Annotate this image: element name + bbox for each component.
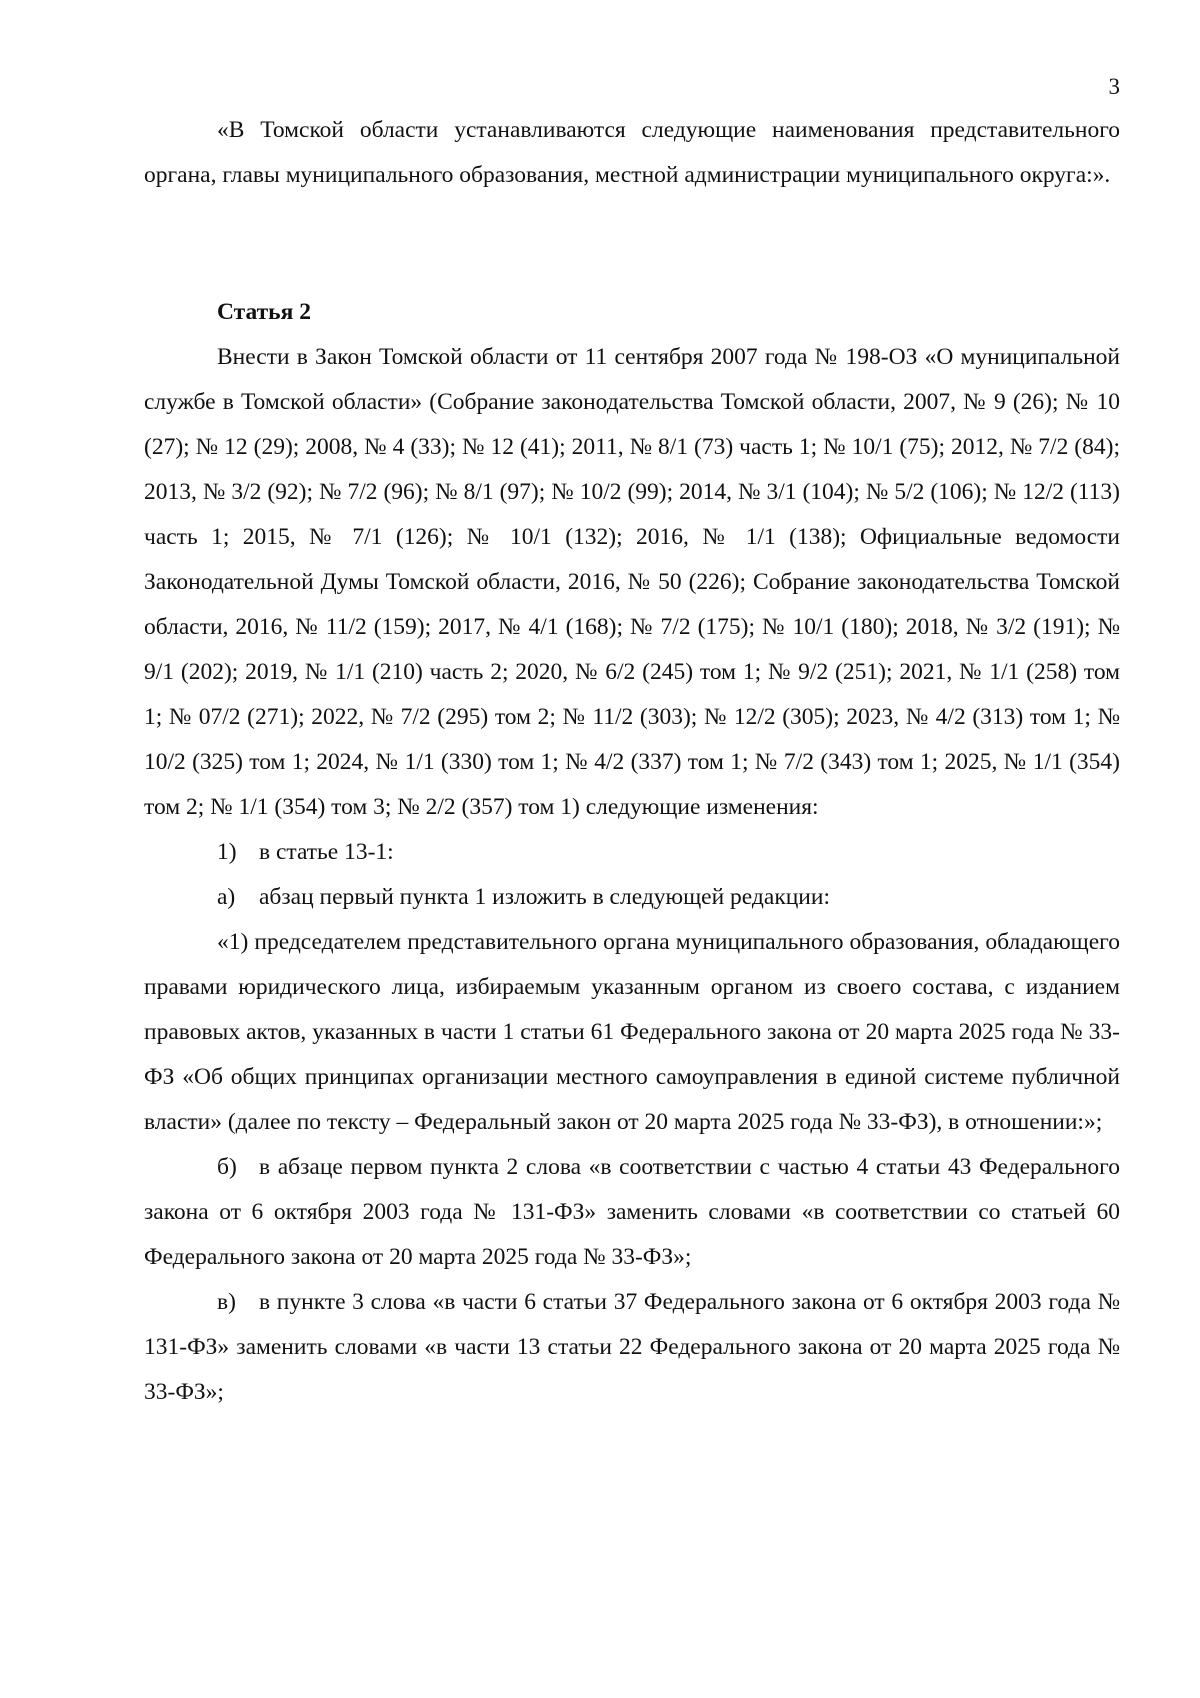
item-text: в абзаце первом пункта 2 слова «в соответствии с частью 4 статьи 43 Федерального закона от 6 октября 2003 года № 131-ФЗ» заменить словами «в соответствии со статьей 60 Федерального закона от 20 марта 2025 года № 33-ФЗ»;	[144, 1154, 1120, 1270]
intro-section	[144, 108, 1120, 198]
item-marker: б)	[217, 1154, 237, 1180]
intro-paragraph: «В Томской области устанавливаются следующие наименования представительного органа, главы муниципального образования, местной администрации муниципального округа:».	[144, 117, 1120, 188]
item-text: абзац первый пункта 1 изложить в следующей редакции:	[259, 884, 830, 910]
item-marker: 1)	[217, 839, 237, 865]
item-text: «1) председателем представительного органа муниципального образования, обладающего правами юридического лица, избираемым указанным органом из своего состава, с изданием правовых актов, указанных в части 1 статьи 61 Федерального закона от 20 марта 2025 года № 33-ФЗ «Об общих принципах организации местного самоуправления в единой системе публичной власти» (далее по тексту – Федеральный закон от 20 марта 2025 года № 33-ФЗ), в отношении:»;	[144, 929, 1120, 1135]
amendment-item	[144, 875, 1120, 920]
page-number: 3	[1108, 74, 1120, 99]
article-preamble: Внести в Закон Томской области от 11 сентября 2007 года № 198-ОЗ «О муниципальной службе в Томской области» (Собрание законодательства Томской области, 2007, № 9 (26); № 10 (27); № 12 (29); 2008, № 4 (33); № 12 (41); 2011, № 8/1 (73) часть 1; № 10/1 (75); 2012, № 7/2 (84); 2013, № 3/2 (92); № 7/2 (96); № 8/1 (97); № 10/2 (99); 2014, № 3/1 (104); № 5/2 (106); № 12/2 (113) часть 1; 2015, № 7/1 (126); № 10/1 (132); 2016, № 1/1 (138); Официальные ведомости Законодательной Думы Томской области, 2016, № 50 (226); Собрание законодательства Томской области, 2016, № 11/2 (159); 2017, № 4/1 (168); № 7/2 (175); № 10/1 (180); 2018, № 3/2 (191); № 9/1 (202); 2019, № 1/1 (210) часть 2; 2020, № 6/2 (245) том 1; № 9/2 (251); 2021, № 1/1 (258) том 1; № 07/2 (271); 2022, № 7/2 (295) том 2; № 11/2 (303); № 12/2 (305); 2023, № 4/2 (313) том 1; № 10/2 (325) том 1; 2024, № 1/1 (330) том 1; № 4/2 (337) том 1; № 7/2 (343) том 1; 2025, № 1/1 (354) том 2; № 1/1 (354) том 3; № 2/2 (357) том 1) следующие изменения:	[144, 344, 1120, 820]
item-text: в пункте 3 слова «в части 6 статьи 37 Федерального закона от 6 октября 2003 года № 131-ФЗ» заменить словами «в части 13 статьи 22 Федерального закона от 20 марта 2025 года № 33-ФЗ»;	[144, 1289, 1120, 1405]
amendment-item	[144, 1145, 1120, 1280]
amendment-item	[144, 830, 1120, 875]
article-body	[144, 335, 1120, 1415]
item-text: в статье 13-1:	[259, 839, 394, 865]
article-heading: Статья 2	[217, 299, 311, 325]
item-marker: а)	[217, 884, 236, 910]
item-marker: в)	[217, 1289, 236, 1315]
amendment-item	[144, 1280, 1120, 1415]
amendment-quote	[144, 920, 1120, 1145]
